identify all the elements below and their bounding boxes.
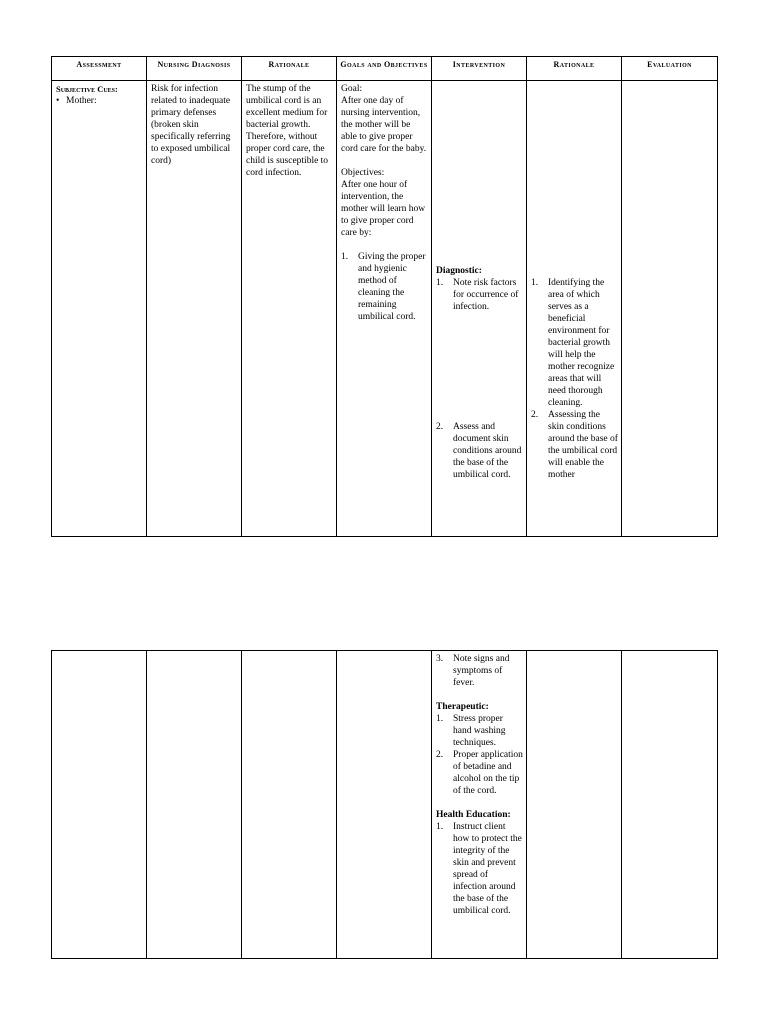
header-evaluation: Evaluation (647, 60, 692, 69)
diagnostic-item-3: 3. Note signs and symptoms of fever. (436, 654, 510, 688)
rationale-item-2: 2. Assessing the skin conditions around the base of the umbilical cord will enable the mother (531, 410, 618, 480)
objective-item-1: 1. Giving the proper and hygienic method of cleaning the remaining umbilical cord. (341, 252, 426, 322)
therapeutic-item-1: 1. Stress proper hand washing techniques. (436, 714, 506, 748)
header-rationale: Rationale (242, 57, 337, 80)
cell-rationale (242, 81, 337, 536)
header-assessment: Assessment (52, 57, 147, 80)
cell-goals-objectives (337, 81, 432, 536)
diagnostic-item-2: 2. Assess and document skin conditions around the base of the umbilical cord. (436, 422, 522, 480)
diagnostic-label: Diagnostic: (436, 266, 482, 276)
therapeutic-item-2: 2. Proper application of betadine and alcohol on the tip of the cord. (436, 750, 523, 796)
rationale-item-1: 1. Identifying the area of which serves as a beneficial environment for bacterial growth will help the mother recognize areas that will need thorough cleaning. (531, 278, 615, 408)
cell-nursing-diagnosis-cont (147, 651, 242, 958)
cell-evaluation (622, 81, 717, 536)
cell-intervention (432, 81, 527, 536)
subjective-cues-label: Subjective Cues: (56, 84, 118, 94)
header-nursing-diagnosis: Nursing Diagnosis (147, 57, 242, 80)
cell-assessment-cont (52, 651, 147, 958)
cell-intervention-cont (432, 651, 527, 958)
header-intervention: Intervention (432, 57, 527, 80)
rationale-text: The stump of the umbilical cord is an excellent medium for bacterial growth. Therefore, without proper cord care, the child is susceptible to cord infection. (246, 84, 329, 178)
goal-text: After one day of nursing intervention, the mother will be able to give proper cord care for the baby. (341, 96, 427, 154)
cell-evaluation-cont (622, 651, 717, 958)
therapeutic-label: Therapeutic: (436, 702, 489, 712)
goal-label: Goal: (341, 84, 363, 94)
care-plan-table-page-1 (51, 56, 718, 537)
table-body-row-continued (52, 651, 717, 958)
cell-rationale-2-cont (527, 651, 622, 958)
assessment-bullet: • Mother: (56, 96, 97, 106)
table-body-row (52, 81, 717, 536)
diagnostic-item-1: 1. Note risk factors for occurrence of infection. (436, 278, 519, 312)
table-header-row (52, 57, 717, 81)
header-rationale-2: Rationale (527, 57, 622, 80)
objectives-text: After one hour of intervention, the mother will learn how to give proper cord care by: (341, 180, 426, 238)
care-plan-table-page-2 (51, 650, 718, 959)
objectives-label: Objectives: (341, 168, 385, 178)
health-education-item-1: 1. Instruct client how to protect the integrity of the skin and prevent spread of infection around the base of the umbilical cord. (436, 822, 522, 916)
cell-nursing-diagnosis (147, 81, 242, 536)
bullet-icon: • (56, 96, 60, 106)
health-education-label: Health Education: (436, 810, 511, 820)
nursing-diagnosis-text: Risk for infection related to inadequate primary defenses (broken skin specifically referring to exposed umbilical cord) (151, 84, 231, 166)
cell-rationale-cont (242, 651, 337, 958)
cell-rationale-2 (527, 81, 622, 536)
header-goals-objectives: Goals and Objectives (337, 57, 432, 80)
cell-assessment (52, 81, 147, 536)
cell-goals-cont (337, 651, 432, 958)
